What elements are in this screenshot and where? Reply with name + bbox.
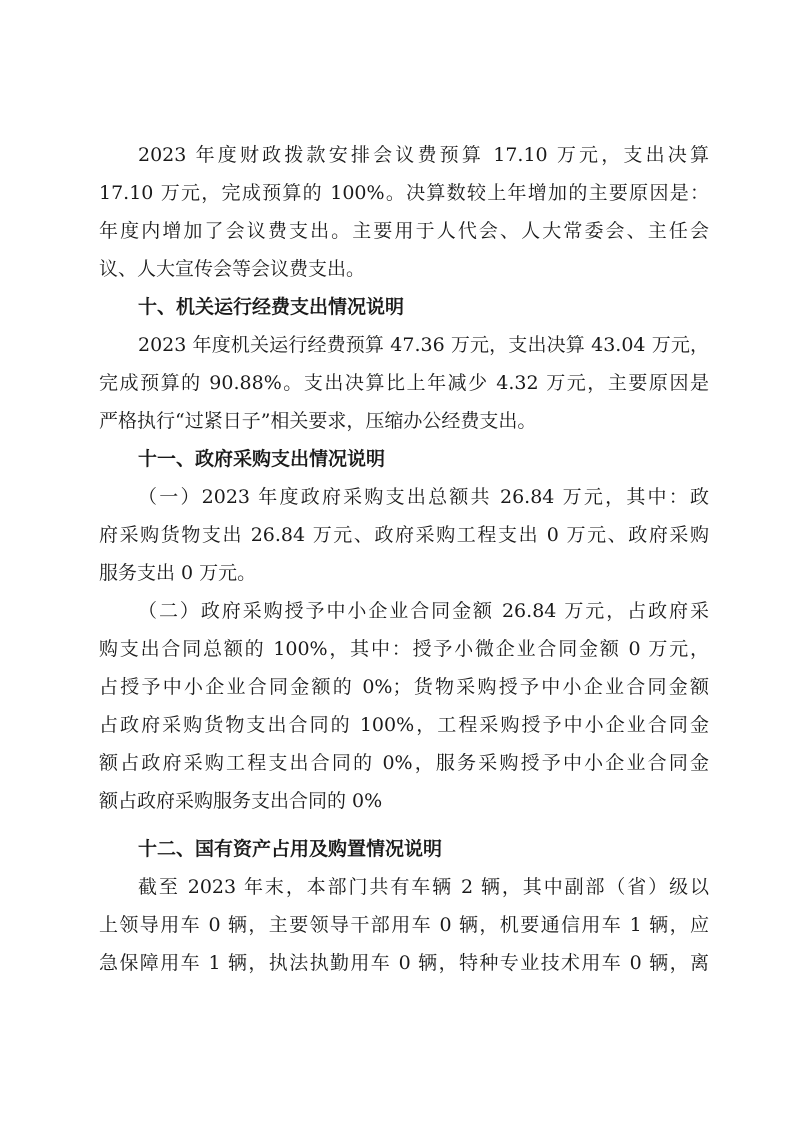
procurement-paragraph-2-line: 占政府采购货物支出合同的 100%，工程采购授予中小企业合同金 [99,714,709,736]
assets-paragraph-line: 上领导用车 0 辆，主要领导干部用车 0 辆，机要通信用车 1 辆，应 [99,914,709,936]
procurement-paragraph-2-line: 额占政府采购工程支出合同的 0%，服务采购授予中小企业合同金 [99,752,709,774]
meeting-paragraph-line: 17.10 万元，完成预算的 100%。决算数较上年增加的主要原因是： [99,182,709,204]
meeting-paragraph-line: 2023 年度财政拨款安排会议费预算 17.10 万元，支出决算 [138,144,709,166]
operation-paragraph-line: 2023 年度机关运行经费预算 47.36 万元，支出决算 43.04 万元， [138,334,709,356]
procurement-paragraph-2-line: 占授予中小企业合同金额的 0%；货物采购授予中小企业合同金额 [99,676,709,698]
procurement-paragraph-2-line: （二）政府采购授予中小企业合同金额 26.84 万元，占政府采 [138,600,709,622]
procurement-paragraph-1-line: 服务支出 0 万元。 [99,562,257,584]
section-heading-12: 十二、国有资产占用及购置情况说明 [138,838,443,860]
procurement-paragraph-1-line: 府采购货物支出 26.84 万元、政府采购工程支出 0 万元、政府采购 [99,524,709,546]
meeting-paragraph-line: 议、人大宣传会等会议费支出。 [99,258,366,280]
procurement-paragraph-2-line: 额占政府采购服务支出合同的 0% [99,790,383,812]
operation-paragraph-line: 完成预算的 90.88%。支出决算比上年减少 4.32 万元，主要原因是 [99,372,709,394]
assets-paragraph-line: 截至 2023 年末，本部门共有车辆 2 辆，其中副部（省）级以 [138,876,709,898]
procurement-paragraph-2-line: 购支出合同总额的 100%，其中：授予小微企业合同金额 0 万元， [99,638,709,660]
section-heading-11: 十一、政府采购支出情况说明 [138,448,386,470]
operation-paragraph-line: 严格执行“过紧日子”相关要求，压缩办公经费支出。 [99,410,537,432]
assets-paragraph-line: 急保障用车 1 辆，执法执勤用车 0 辆，特种专业技术用车 0 辆，离 [99,952,709,974]
meeting-paragraph-line: 年度内增加了会议费支出。主要用于人代会、人大常委会、主任会 [99,220,709,242]
section-heading-10: 十、机关运行经费支出情况说明 [138,296,405,318]
procurement-paragraph-1-line: （一）2023 年度政府采购支出总额共 26.84 万元，其中：政 [138,486,709,508]
